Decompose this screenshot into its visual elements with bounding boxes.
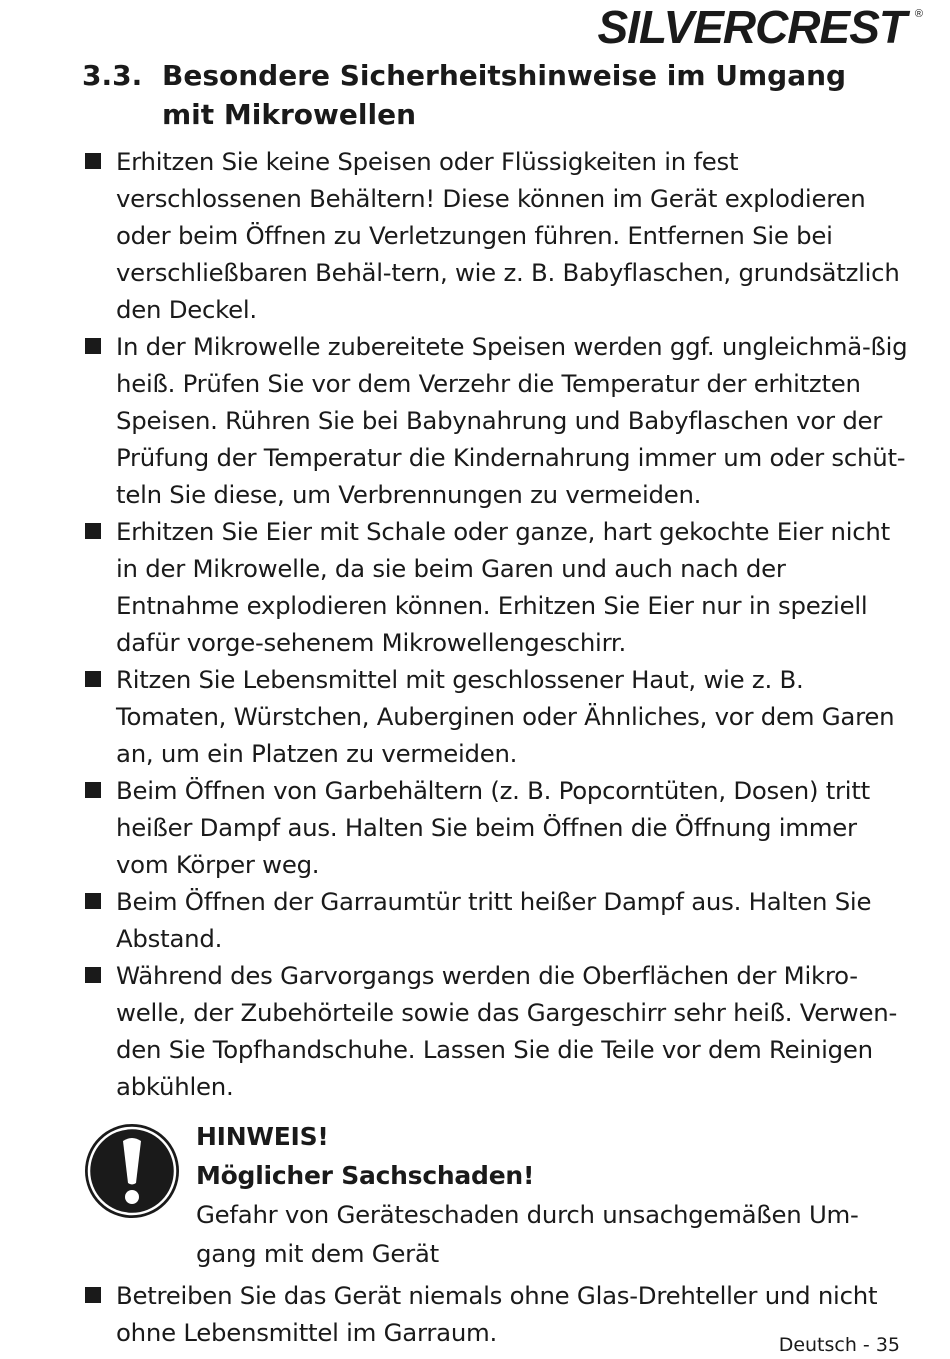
bullet-square-icon [82,1277,116,1351]
notice-title: Möglicher Sachschaden! [196,1161,535,1190]
section-number: 3.3. [82,59,143,92]
list-item-text: Beim Öffnen von Garbehältern (z. B. Popcorntüten, Dosen) tritt heißer Dampf aus. Halten Sie beim Öffnen die Öffnung immer vom Körper weg. [116,776,870,879]
bullet-square-icon [82,883,116,957]
section-body [82,143,912,1351]
notice-text [196,1117,912,1273]
list-item-text: Beim Öffnen der Garraumtür tritt heißer Dampf aus. Halten Sie Abstand. [116,887,872,953]
list-item-text: Betreiben Sie das Gerät niemals ohne Glas-Drehteller und nicht ohne Lebensmittel im Garraum. [116,1281,878,1347]
exclamation-icon [82,1117,196,1273]
brand-logo [597,0,922,54]
registered-mark: ® [914,8,922,20]
section-heading [82,56,902,134]
list-item [82,772,912,883]
list-item-text: In der Mikrowelle zubereitete Speisen werden ggf. ungleichmä-ßig heiß. Prüfen Sie vor dem Verzehr die Temperatur der erhitzten Speisen. Rühren Sie bei Babynahrung und Babyflaschen vor der Prüfung der Temperatur die Kindernahrung immer um oder schüt-teln Sie diese, um Verbrennungen zu vermeiden. [116,332,908,509]
bullet-square-icon [82,143,116,328]
list-item-text: Erhitzen Sie keine Speisen oder Flüssigkeiten in fest verschlossenen Behältern! Diese können im Gerät explodieren oder beim Öffnen zu Verletzungen führen. Entfernen Sie bei verschließbaren Behäl-tern, wie z. B. Babyflaschen, grundsätzlich den Deckel. [116,147,900,324]
list-item [82,513,912,661]
list-item [82,143,912,328]
notice-description: Gefahr von Geräteschaden durch unsachgemäßen Um-gang mit dem Gerät [196,1200,859,1268]
list-item [82,883,912,957]
page-footer: Deutsch - 35 [778,1334,900,1356]
bullet-square-icon [82,661,116,772]
list-item [82,957,912,1105]
brand-logo-text: SILVERCREST [597,1,906,53]
list-item-text: Ritzen Sie Lebensmittel mit geschlossener Haut, wie z. B. Tomaten, Würstchen, Auberginen oder Ähnliches, vor dem Garen an, um ein Platzen zu vermeiden. [116,665,895,768]
bullet-square-icon [82,328,116,513]
list-item [82,661,912,772]
notice-label: HINWEIS! [196,1122,329,1151]
notice-box [82,1117,912,1273]
section-title: Besondere Sicherheitshinweise im Umgang mit Mikrowellen [162,59,847,131]
list-item-text: Während des Garvorgangs werden die Oberflächen der Mikro-welle, der Zubehörteile sowie das Gargeschirr sehr heiß. Verwen-den Sie Topfhandschuhe. Lassen Sie die Teile vor dem Reinigen abkühlen. [116,961,898,1101]
list-item [82,328,912,513]
list-item-text: Erhitzen Sie Eier mit Schale oder ganze, hart gekochte Eier nicht in der Mikrowelle, da sie beim Garen und auch nach der Entnahme explodieren können. Erhitzen Sie Eier nur in speziell dafür vorge-sehenem Mikrowellengeschirr. [116,517,890,657]
bullet-square-icon [82,772,116,883]
bullet-square-icon [82,957,116,1105]
bullet-square-icon [82,513,116,661]
